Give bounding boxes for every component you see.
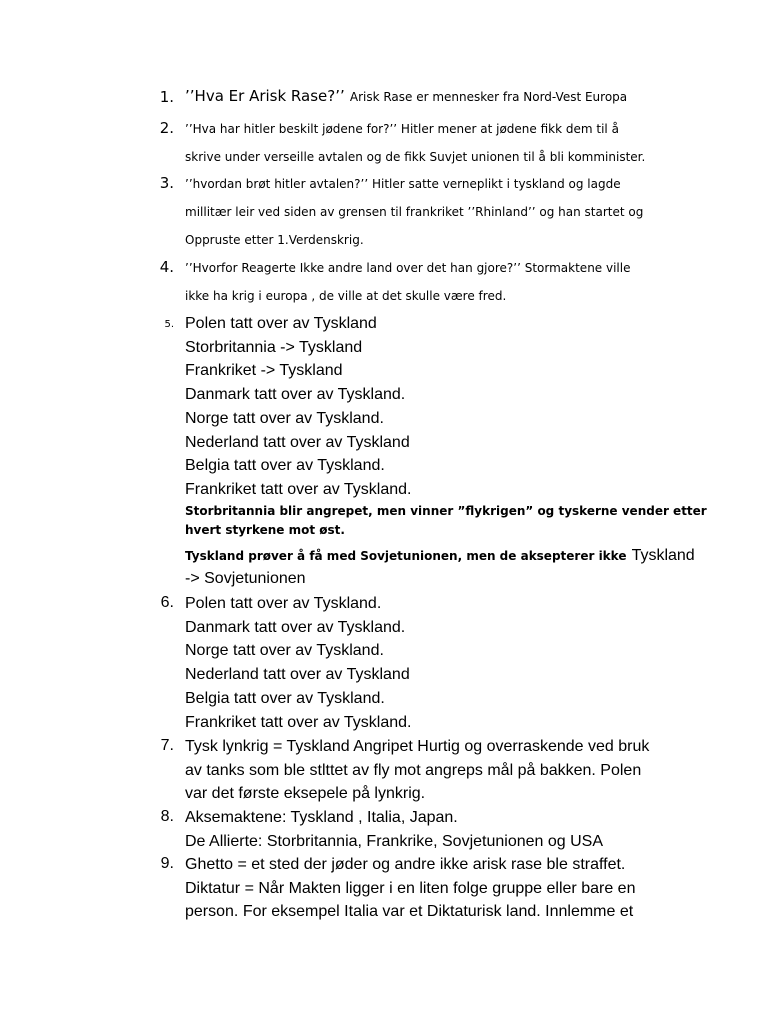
text-line: ’’Hvorfor Reagerte Ikke andre land over det han gjore?’’ Stormaktene ville [185,261,631,275]
bold-text-line: hvert styrkene mot øst. [185,522,345,537]
text-line: person. For eksempel Italia var et Diktaturisk land. Innlemme et [185,903,634,921]
text-line: Belgia tatt over av Tyskland. [185,689,385,707]
item-number: 4. [159,258,174,276]
text-line: ’’hvordan brøt hitler avtalen?’’ Hitler satte verneplikt i tyskland og lagde [185,177,621,191]
item-number: 2. [159,119,174,137]
text-line: Danmark tatt over av Tyskland. [185,618,406,636]
item-number: 6. [160,594,174,611]
text-line: Nederland tatt over av Tyskland [185,433,410,451]
text-line: Frankriket tatt over av Tyskland. [185,713,412,731]
question-text: ’’Hva Er Arisk Rase?’’ [185,87,345,105]
text-line: Norge tatt over av Tyskland. [185,409,384,427]
item-number: 9. [160,855,174,872]
item-number: 8. [160,808,174,825]
text-line: Aksemaktene: Tyskland , Italia, Japan. [185,809,458,826]
item-number: 7. [160,737,174,754]
item-number: 5. [164,319,174,330]
text-line: Polen tatt over av Tyskland [185,315,377,332]
text-line: Nederland tatt over av Tyskland [185,666,410,684]
text-line: Frankriket tatt over av Tyskland. [185,480,412,498]
text-line: av tanks som ble stlttet av fly mot angreps mål på bakken. Polen [185,761,642,779]
text-line: Diktatur = Når Makten ligger i en liten folge gruppe eller bare en [185,879,636,897]
list-item-1 [0,86,768,110]
text-line: Frankriket -> Tyskland [185,362,343,380]
item-number: 1. [159,88,174,106]
text-line: -> Sovjetunionen [185,570,306,588]
text-line: ikke ha krig i europa , de ville at det skulle være fred. [185,289,507,303]
item-number: 3. [159,174,174,192]
text-line: Norge tatt over av Tyskland. [185,642,384,660]
text-line: Danmark tatt over av Tyskland. [185,386,406,404]
text-line: Storbritannia -> Tyskland [185,338,363,356]
text-line: Tysk lynkrig = Tyskland Angripet Hurtig og overraskende ved bruk [185,738,650,755]
text-line: skrive under verseille avtalen og de fikk Suvjet unionen til å bli komminister. [185,150,646,164]
text-line: Ghetto = et sted der jøder og andre ikke arisk rase ble straffet. [185,856,626,873]
bold-text-segment: Tyskland prøver å få med Sovjetunionen, men de aksepterer ikke [185,548,627,563]
text-line: var det første eksepele på lynkrig. [185,785,426,803]
text-segment: Tyskland [631,546,695,564]
bold-text-line: Storbritannia blir angrepet, men vinner ”flykrigen” og tyskerne vender etter [185,503,707,518]
text-line: Polen tatt over av Tyskland. [185,595,382,612]
text-line: millitær leir ved siden av grensen til frankriket ’’Rhinland’’ og han startet og [185,205,644,219]
text-line: De Allierte: Storbritannia, Frankrike, Sovjetunionen og USA [185,832,603,850]
text-line: Oppruste etter 1.Verdenskrig. [185,233,364,247]
answer-text: Arisk Rase er mennesker fra Nord-Vest Europa [349,90,628,104]
text-line: Belgia tatt over av Tyskland. [185,457,385,475]
text-line: ’’Hva har hitler beskilt jødene for?’’ Hitler mener at jødene fikk dem til å [185,122,619,136]
